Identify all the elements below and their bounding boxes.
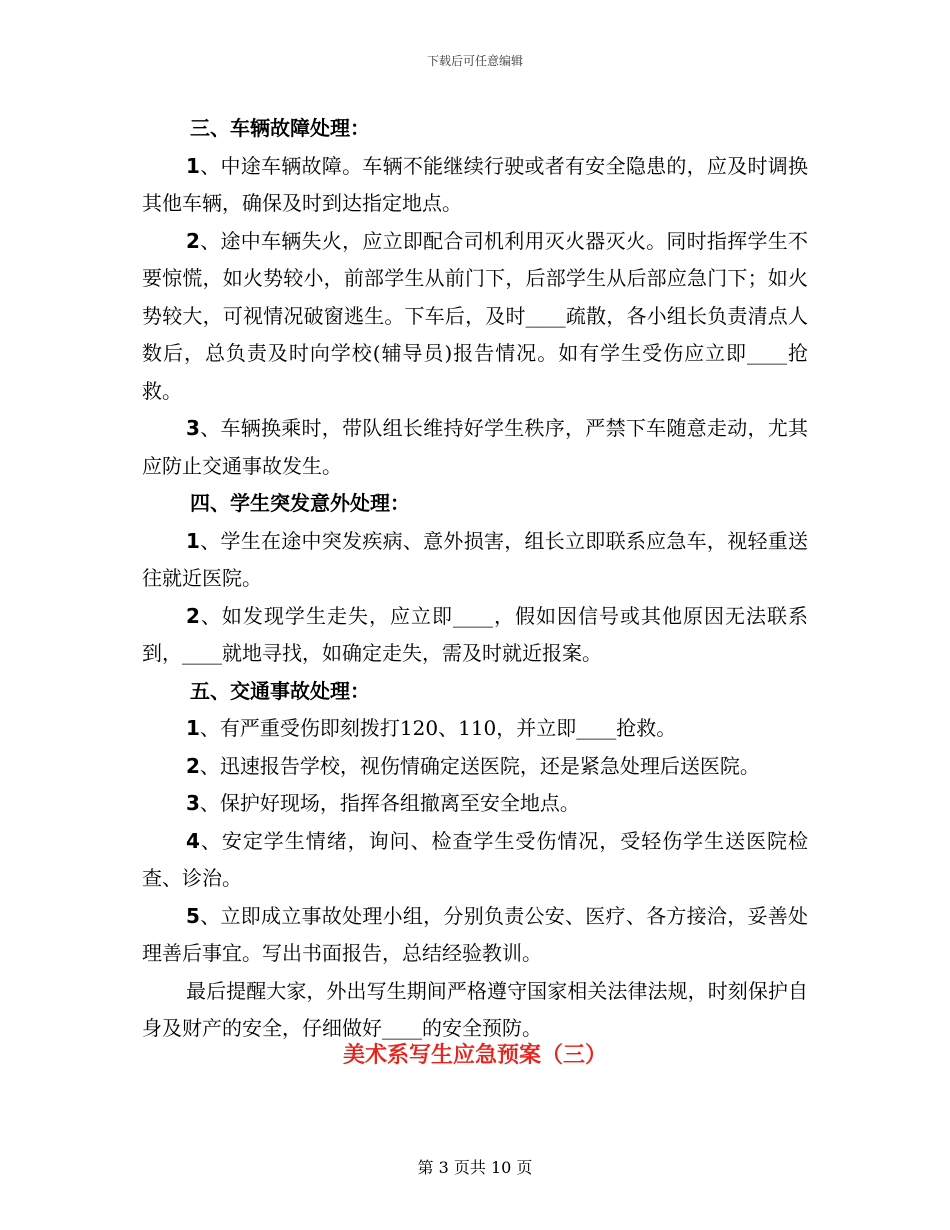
item-number: 3 [186, 791, 200, 815]
item-number: 2 [186, 603, 200, 628]
section-item [142, 523, 808, 598]
item-number: 4 [186, 828, 200, 853]
item-text: 、途中车辆失火，应立即配合司机利用灭火器灭火。同时指挥学生不要惊慌，如火势较小，前部学生从前门下，后部学生从后部应急门下；如火势较大，可视情况破窗逃生。下车后，及时____疏散，各小组长负责清点人数后，总负责及时向学校(辅导员)报告情况。如有学生受伤应立即____抢救。 [142, 228, 808, 403]
item-text: 、学生在途中突发疾病、意外损害，组长立即联系应急车，视轻重送往就近医院。 [142, 528, 808, 590]
item-text: 、车辆换乘时，带队组长维持好学生秩序，严禁下车随意走动，尤其应防止交通事故发生。 [142, 416, 808, 478]
section-heading: 三、车辆故障处理： [190, 116, 370, 140]
item-text: 、保护好现场，指挥各组撤离至安全地点。 [199, 791, 580, 815]
next-section-title: 美术系写生应急预案（三） [342, 1043, 607, 1068]
section-heading: 四、学生突发意外处理： [190, 491, 410, 515]
closing-paragraph: 最后提醒大家，外出写生期间严格遵守国家相关法律法规，时刻保护自身及财产的安全，仔细做好____的安全预防。 [142, 978, 808, 1040]
item-number: 5 [186, 903, 200, 928]
section-item [142, 410, 808, 485]
item-text: 、立即成立事故处理小组，分别负责公安、医疗、各方接洽，妥善处理善后事宜。写出书面报告，总结经验教训。 [142, 903, 808, 965]
page-header: 下载后可任意编辑 [426, 54, 523, 68]
section-item [142, 898, 808, 973]
document-body [142, 110, 808, 1048]
item-number: 2 [186, 753, 200, 778]
section-item [142, 823, 808, 898]
item-text: 、安定学生情绪，询问、检查学生受伤情况，受轻伤学生送医院检查、诊治。 [142, 828, 808, 890]
section-item [142, 223, 808, 411]
item-text: 、有严重受伤即刻拨打120、110，并立即____抢救。 [199, 716, 677, 740]
item-number: 2 [186, 228, 200, 253]
item-number: 1 [186, 153, 200, 178]
item-number: 3 [186, 416, 200, 440]
item-text: 、如发现学生走失，应立即____，假如因信号或其他原因无法联系到，____就地寻找，如确定走失，需及时就近报案。 [142, 603, 808, 665]
section-item [142, 148, 808, 223]
section-item [142, 710, 808, 748]
page-footer: 第 3 页共 10 页 [417, 1158, 533, 1177]
section-heading: 五、交通事故处理： [190, 678, 370, 703]
item-number: 1 [186, 716, 200, 740]
item-text: 、迅速报告学校，视伤情确定送医院，还是紧急处理后送医院。 [199, 753, 760, 778]
item-number: 1 [186, 528, 200, 553]
section-item [142, 785, 808, 823]
item-text: 、中途车辆故障。车辆不能继续行驶或者有安全隐患的，应及时调换其他车辆，确保及时到达指定地点。 [142, 153, 808, 215]
section-item [142, 748, 808, 786]
section-item [142, 598, 808, 673]
